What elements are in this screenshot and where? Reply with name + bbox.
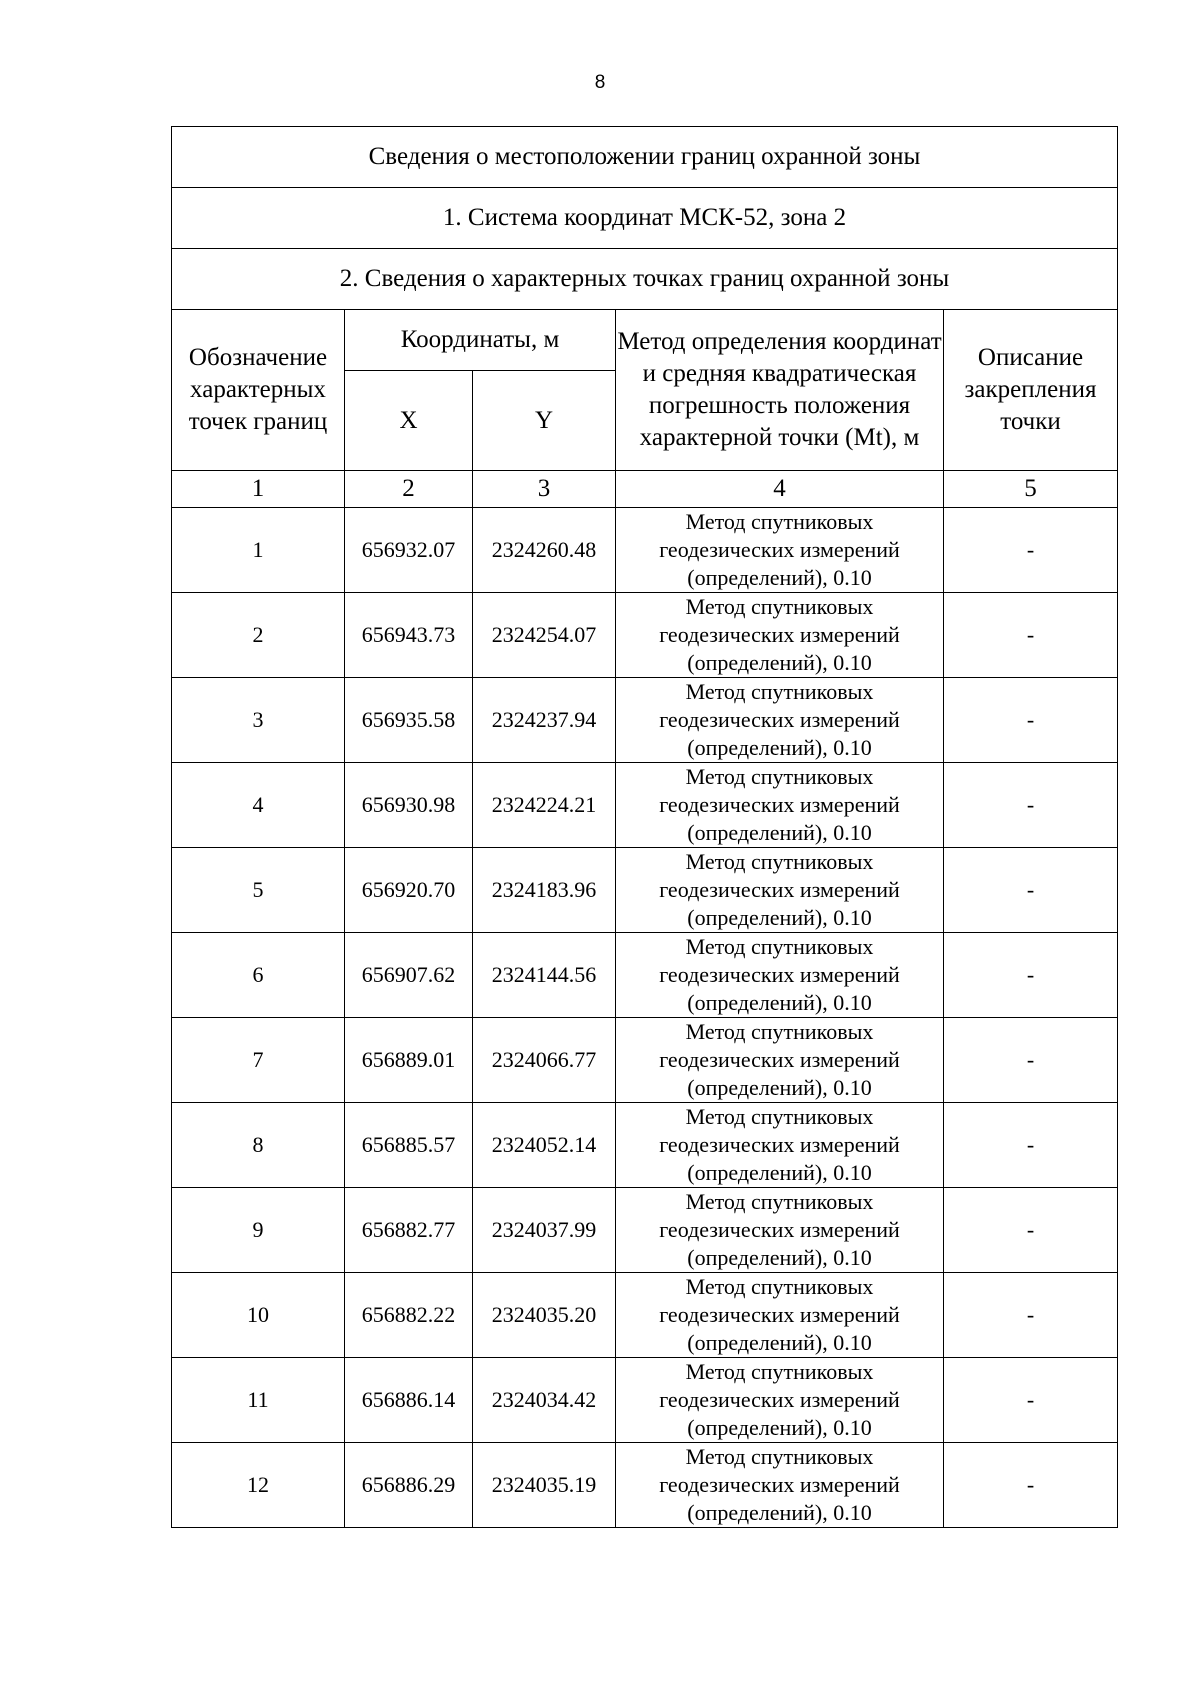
x-coordinate-cell: 656920.70 <box>345 848 473 933</box>
column-number: 1 <box>172 471 345 508</box>
description-cell: - <box>944 1188 1118 1273</box>
x-coordinate-cell: 656907.62 <box>345 933 473 1018</box>
coord-system-row <box>172 188 1118 249</box>
method-cell: Метод спутниковых геодезических измерений (определений), 0.10 <box>616 1443 944 1528</box>
column-number: 3 <box>473 471 616 508</box>
points-heading-row <box>172 249 1118 310</box>
method-cell: Метод спутниковых геодезических измерений (определений), 0.10 <box>616 848 944 933</box>
method-cell: Метод спутниковых геодезических измерений (определений), 0.10 <box>616 593 944 678</box>
header-y: Y <box>473 371 616 471</box>
description-cell: - <box>944 1273 1118 1358</box>
description-cell: - <box>944 678 1118 763</box>
x-coordinate-cell: 656886.29 <box>345 1443 473 1528</box>
header-description: Описание закрепления точки <box>944 310 1118 471</box>
y-coordinate-cell: 2324034.42 <box>473 1358 616 1443</box>
y-coordinate-cell: 2324183.96 <box>473 848 616 933</box>
description-cell: - <box>944 1103 1118 1188</box>
description-cell: - <box>944 1018 1118 1103</box>
header-designation: Обозначение характерных точек границ <box>172 310 345 471</box>
header-method: Метод определения координат и средняя квадратическая погрешность положения характерной точки (Mt), м <box>616 310 944 471</box>
point-id-cell: 2 <box>172 593 345 678</box>
header-row-top <box>172 310 1118 371</box>
x-coordinate-cell: 656889.01 <box>345 1018 473 1103</box>
point-id-cell: 10 <box>172 1273 345 1358</box>
method-cell: Метод спутниковых геодезических измерений (определений), 0.10 <box>616 763 944 848</box>
table-row <box>172 1443 1118 1528</box>
table-title: Сведения о местоположении границ охранной зоны <box>172 127 1118 188</box>
column-number: 5 <box>944 471 1118 508</box>
y-coordinate-cell: 2324066.77 <box>473 1018 616 1103</box>
y-coordinate-cell: 2324237.94 <box>473 678 616 763</box>
column-numbers-row <box>172 471 1118 508</box>
point-id-cell: 4 <box>172 763 345 848</box>
method-cell: Метод спутниковых геодезических измерений (определений), 0.10 <box>616 1358 944 1443</box>
description-cell: - <box>944 763 1118 848</box>
table-row <box>172 1018 1118 1103</box>
point-id-cell: 1 <box>172 508 345 593</box>
method-cell: Метод спутниковых геодезических измерений (определений), 0.10 <box>616 1188 944 1273</box>
x-coordinate-cell: 656930.98 <box>345 763 473 848</box>
table-row <box>172 1358 1118 1443</box>
description-cell: - <box>944 848 1118 933</box>
method-cell: Метод спутниковых геодезических измерений (определений), 0.10 <box>616 1103 944 1188</box>
point-id-cell: 3 <box>172 678 345 763</box>
x-coordinate-cell: 656885.57 <box>345 1103 473 1188</box>
point-id-cell: 5 <box>172 848 345 933</box>
description-cell: - <box>944 933 1118 1018</box>
point-id-cell: 8 <box>172 1103 345 1188</box>
y-coordinate-cell: 2324254.07 <box>473 593 616 678</box>
table-row <box>172 763 1118 848</box>
point-id-cell: 11 <box>172 1358 345 1443</box>
x-coordinate-cell: 656932.07 <box>345 508 473 593</box>
boundary-points-table <box>171 126 1118 1528</box>
table-row <box>172 1273 1118 1358</box>
table-title-row <box>172 127 1118 188</box>
point-id-cell: 9 <box>172 1188 345 1273</box>
table-row <box>172 593 1118 678</box>
column-number: 2 <box>345 471 473 508</box>
header-x: X <box>345 371 473 471</box>
method-cell: Метод спутниковых геодезических измерений (определений), 0.10 <box>616 1273 944 1358</box>
method-cell: Метод спутниковых геодезических измерений (определений), 0.10 <box>616 678 944 763</box>
x-coordinate-cell: 656935.58 <box>345 678 473 763</box>
x-coordinate-cell: 656882.77 <box>345 1188 473 1273</box>
header-coordinates: Координаты, м <box>345 310 616 371</box>
table-row <box>172 933 1118 1018</box>
table-row <box>172 1103 1118 1188</box>
description-cell: - <box>944 1443 1118 1528</box>
y-coordinate-cell: 2324037.99 <box>473 1188 616 1273</box>
method-cell: Метод спутниковых геодезических измерений (определений), 0.10 <box>616 933 944 1018</box>
x-coordinate-cell: 656886.14 <box>345 1358 473 1443</box>
y-coordinate-cell: 2324260.48 <box>473 508 616 593</box>
y-coordinate-cell: 2324035.19 <box>473 1443 616 1528</box>
description-cell: - <box>944 1358 1118 1443</box>
table-row <box>172 1188 1118 1273</box>
point-id-cell: 7 <box>172 1018 345 1103</box>
point-id-cell: 6 <box>172 933 345 1018</box>
method-cell: Метод спутниковых геодезических измерений (определений), 0.10 <box>616 1018 944 1103</box>
page-number: 8 <box>594 72 606 93</box>
coord-system-label: 1. Система координат МСК-52, зона 2 <box>172 188 1118 249</box>
table-row <box>172 848 1118 933</box>
description-cell: - <box>944 593 1118 678</box>
points-heading-label: 2. Сведения о характерных точках границ охранной зоны <box>172 249 1118 310</box>
column-number: 4 <box>616 471 944 508</box>
y-coordinate-cell: 2324144.56 <box>473 933 616 1018</box>
y-coordinate-cell: 2324035.20 <box>473 1273 616 1358</box>
y-coordinate-cell: 2324224.21 <box>473 763 616 848</box>
description-cell: - <box>944 508 1118 593</box>
y-coordinate-cell: 2324052.14 <box>473 1103 616 1188</box>
table-row <box>172 678 1118 763</box>
point-id-cell: 12 <box>172 1443 345 1528</box>
x-coordinate-cell: 656882.22 <box>345 1273 473 1358</box>
x-coordinate-cell: 656943.73 <box>345 593 473 678</box>
method-cell: Метод спутниковых геодезических измерений (определений), 0.10 <box>616 508 944 593</box>
table-row <box>172 508 1118 593</box>
